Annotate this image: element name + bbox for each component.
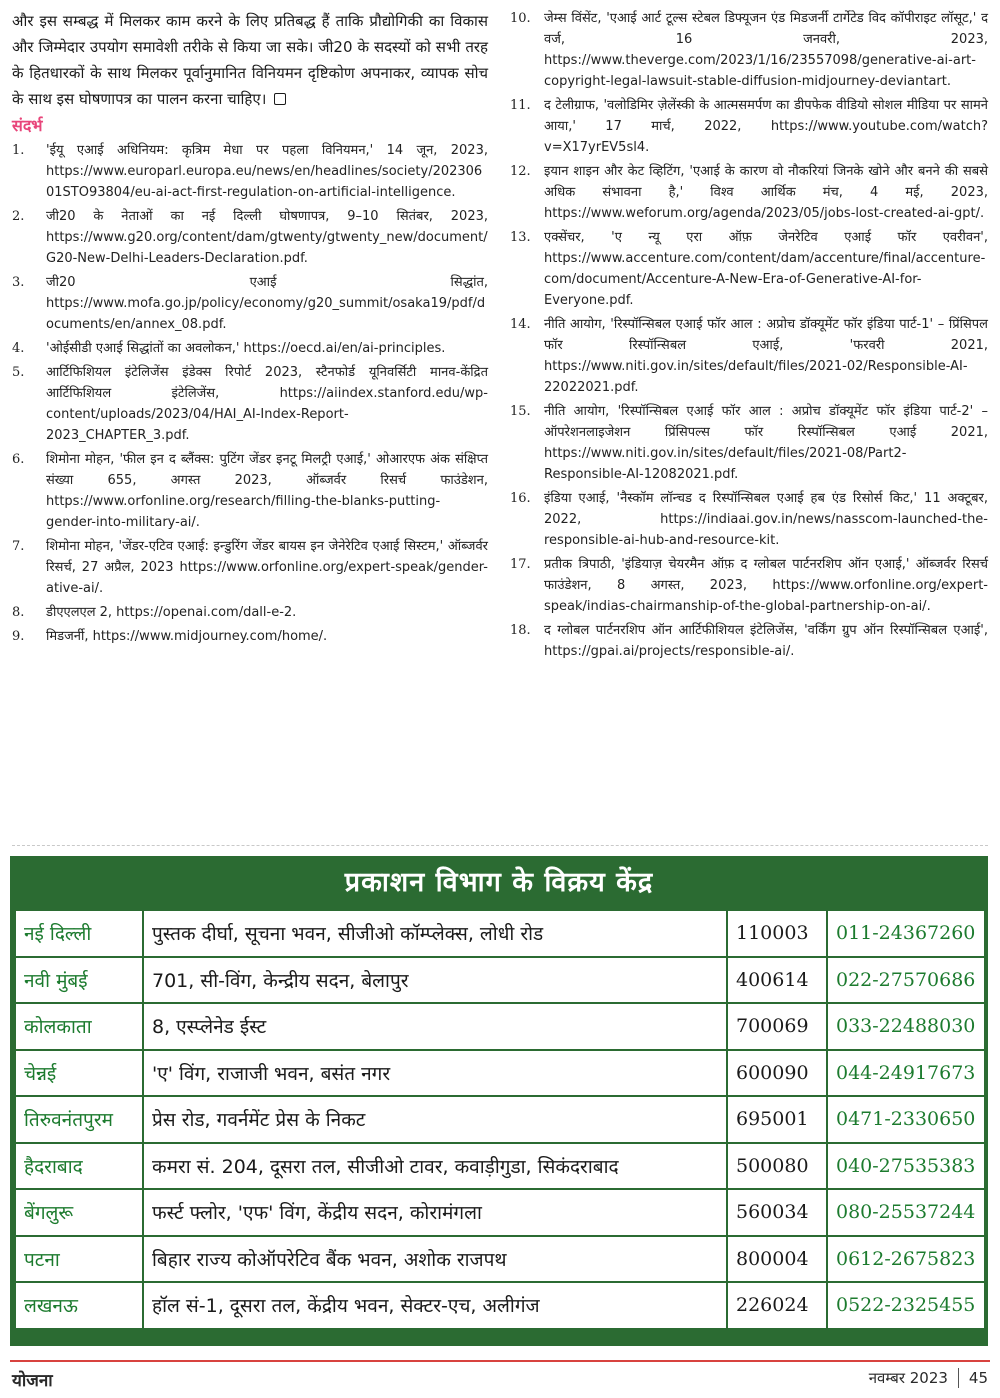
- reference-number: 4.: [12, 341, 25, 356]
- references-list-left: [12, 140, 488, 647]
- reference-number: 13.: [510, 230, 531, 245]
- reference-number: 8.: [12, 605, 25, 620]
- sales-address: पुस्तक दीर्घा, सूचना भवन, सीजीओ कॉम्प्लेक्स, लोधी रोड: [143, 910, 727, 957]
- reference-item: [12, 140, 488, 203]
- sales-pincode: 110003: [727, 910, 827, 957]
- sales-city: कोलकाता: [15, 1003, 143, 1050]
- sales-address: हॉल सं-1, दूसरा तल, केंद्रीय भवन, सेक्टर-एच, अलीगंज: [143, 1282, 727, 1329]
- reference-number: 15.: [510, 404, 531, 419]
- reference-item: [510, 161, 988, 224]
- sales-center-row: [15, 1050, 985, 1097]
- reference-item: [510, 95, 988, 158]
- reference-number: 5.: [12, 365, 25, 380]
- reference-number: 11.: [510, 98, 531, 113]
- reference-item: [12, 338, 488, 359]
- reference-number: 6.: [12, 452, 25, 467]
- sales-phone: 0612-2675823: [827, 1236, 985, 1283]
- sales-address: फर्स्ट फ्लोर, 'एफ' विंग, केंद्रीय सदन, कोरामंगला: [143, 1189, 727, 1236]
- sales-city: पटना: [15, 1236, 143, 1283]
- reference-text: मिडजर्नी, https://www.midjourney.com/home/.: [46, 629, 328, 644]
- reference-number: 17.: [510, 557, 531, 572]
- reference-item: [12, 272, 488, 335]
- sales-phone: 033-22488030: [827, 1003, 985, 1050]
- sales-phone: 044-24917673: [827, 1050, 985, 1097]
- reference-text: इयान शाइन और केट व्हिटिंग, 'एआई के कारण वो नौकरियां जिनके खोने और बनने की सबसे अधिक संभावना है,' विश्व आर्थिक मंच, 4 मई, 2023, https://www.weforum.org/agenda/2023/05/jobs-lost-created-ai-gpt/.: [544, 164, 988, 221]
- footer-rule: [10, 1360, 990, 1362]
- reference-number: 18.: [510, 623, 531, 638]
- sales-address: 8, एस्प्लेनेड ईस्ट: [143, 1003, 727, 1050]
- sales-phone: 080-25537244: [827, 1189, 985, 1236]
- footer-issue: नवम्बर 2023: [868, 1369, 948, 1387]
- sales-pincode: 600090: [727, 1050, 827, 1097]
- left-column: [12, 8, 488, 650]
- reference-text: प्रतीक त्रिपाठी, 'इंडियाज़ चेयरमैन ऑफ़ द ग्लोबल पार्टनरशिप ऑन एआई,' ऑब्जर्वर रिसर्च फाउंडेशन, 8 अगस्त, 2023, https://www.orfonline.org/expert-speak/indias-chairmanship-of-the-global-partnership-on-ai/.: [544, 557, 988, 614]
- reference-item: [12, 206, 488, 269]
- sales-centers-title: प्रकाशन विभाग के विक्रय केंद्र: [344, 867, 654, 898]
- sales-pincode: 695001: [727, 1096, 827, 1143]
- sales-city: बेंगलुरू: [15, 1189, 143, 1236]
- sales-center-row: [15, 1096, 985, 1143]
- sales-pincode: 226024: [727, 1282, 827, 1329]
- reference-number: 1.: [12, 143, 25, 158]
- sales-pincode: 500080: [727, 1143, 827, 1190]
- reference-item: [510, 227, 988, 311]
- reference-text: डीएएलएल 2, https://openai.com/dall-e-2.: [46, 605, 297, 620]
- intro-paragraph: और इस सम्बद्ध में मिलकर काम करने के लिए प्रतिबद्ध हैं ताकि प्रौद्योगिकी का विकास और जिम्मेदार उपयोग समावेशी तरीके से किया जा सके। जी20 के सदस्यों को सभी तरह के हितधारकों के साथ मिलकर पूर्वानुमानित विनियमन दृष्टिकोण अपनाकर, व्यापक सोच के साथ इस घोषणापत्र का पालन करना चाहिए।: [12, 12, 488, 108]
- sales-center-row: [15, 1003, 985, 1050]
- sales-center-row: [15, 1189, 985, 1236]
- footer-magazine-name: योजना: [12, 1371, 53, 1391]
- footer-separator: [958, 1368, 959, 1388]
- sales-city: चेन्नई: [15, 1050, 143, 1097]
- reference-text: जेम्स विंसेंट, 'एआई आर्ट टूल्स स्टेबल डिफ्यूजन एंड मिडजर्नी टार्गेटेड विद कॉपीराइट लॉसूट,' द वर्ज, 16 जनवरी, 2023, https://www.theverge.com/2023/1/16/23557098/generative-ai-art-copyright-legal-lawsuit-stable-diffusion-midjourney-deviantart.: [544, 11, 988, 89]
- sales-city: तिरुवनंतपुरम: [15, 1096, 143, 1143]
- reference-number: 12.: [510, 164, 531, 179]
- reference-item: [510, 488, 988, 551]
- reference-item: [12, 536, 488, 599]
- end-of-article-icon: [274, 93, 286, 105]
- sales-city: हैदराबाद: [15, 1143, 143, 1190]
- sales-phone: 011-24367260: [827, 910, 985, 957]
- sales-center-row: [15, 957, 985, 1004]
- references-list-right: [510, 8, 988, 662]
- sales-center-row: [15, 1236, 985, 1283]
- sales-center-row: [15, 1282, 985, 1329]
- reference-text: 'ईयू एआई अधिनियम: कृत्रिम मेधा पर पहला विनियमन,' 14 जून, 2023, https://www.europarl.europa.eu/news/en/headlines/society/20230601STO93804/eu-ai-act-first-regulation-on-artificial-intelligence.: [46, 143, 488, 200]
- reference-item: [12, 626, 488, 647]
- reference-text: इंडिया एआई, 'नैस्कॉम लॉन्चड द रिस्पॉन्सिबल एआई हब एंड रिसोर्स किट,' 11 अक्टूबर, 2022, https://indiaai.gov.in/news/nasscom-launched-the-responsible-ai-hub-and-resource-kit.: [544, 491, 988, 548]
- sales-address: प्रेस रोड, गवर्नमेंट प्रेस के निकट: [143, 1096, 727, 1143]
- sales-address: कमरा सं. 204, दूसरा तल, सीजीओ टावर, कवाड़ीगुडा, सिकंदराबाद: [143, 1143, 727, 1190]
- reference-text: शिमोना मोहन, 'फील इन द ब्लैंक्स: पुटिंग जेंडर इनटू मिलट्री एआई,' ओआरएफ अंक संक्षिप्त संख्या 655, अगस्त 2023, ऑब्जर्वर रिसर्च फाउंडेशन, https://www.orfonline.org/research/filling-the-blanks-putting-gender-into-military-ai/.: [46, 452, 488, 530]
- reference-item: [510, 620, 988, 662]
- reference-number: 7.: [12, 539, 25, 554]
- reference-item: [510, 8, 988, 92]
- reference-text: द टेलीग्राफ, 'वलोडिमिर ज़ेलेंस्की के आत्मसमर्पण का डीपफेक वीडियो सोशल मीडिया पर सामने आया,' 17 मार्च, 2022, https://www.youtube.com/watch?v=X17yrEV5sl4.: [544, 98, 988, 155]
- reference-item: [12, 449, 488, 533]
- sales-address: 701, सी-विंग, केन्द्रीय सदन, बेलापुर: [143, 957, 727, 1004]
- footer-issue-info: [869, 1368, 988, 1388]
- section-divider: [12, 845, 988, 846]
- reference-number: 10.: [510, 11, 531, 26]
- reference-text: जी20 के नेताओं का नई दिल्ली घोषणापत्र, 9–10 सितंबर, 2023, https://www.g20.org/content/dam/gtwenty/gtwenty_new/document/G20-New-Delhi-Leaders-Declaration.pdf.: [46, 209, 488, 266]
- sales-address: बिहार राज्य कोऑपरेटिव बैंक भवन, अशोक राजपथ: [143, 1236, 727, 1283]
- sales-pincode: 700069: [727, 1003, 827, 1050]
- sales-phone: 040-27535383: [827, 1143, 985, 1190]
- reference-item: [510, 314, 988, 398]
- reference-text: आर्टिफिशियल इंटेलिजेंस इंडेक्स रिपोर्ट 2023, स्टैनफोर्ड यूनिवर्सिटी मानव-केंद्रित आर्टिफिशियल इंटेलिजेंस, https://aiindex.stanford.edu/wp-content/uploads/2023/04/HAI_AI-Index-Report-2023_CHAPTER_3.pdf.: [46, 365, 488, 443]
- reference-text: नीति आयोग, 'रिस्पॉन्सिबल एआई फॉर आल : अप्रोच डॉक्यूमेंट फॉर इंडिया पार्ट-2' – ऑपरेशनलाइजेशन प्रिंसिपल्स फॉर रिस्पॉन्सिबल एआई 2021, https://www.niti.gov.in/sites/default/files/2021-08/Part2-Responsible-AI-12082021.pdf.: [544, 404, 988, 482]
- sales-phone: 0522-2325455: [827, 1282, 985, 1329]
- reference-item: [510, 401, 988, 485]
- sales-city: नई दिल्ली: [15, 910, 143, 957]
- reference-item: [12, 362, 488, 446]
- reference-number: 3.: [12, 275, 25, 290]
- reference-text: द ग्लोबल पार्टनरशिप ऑन आर्टिफीशियल इंटेलिजेंस, 'वर्किंग ग्रुप ऑन रिस्पॉन्सिबल एआई', https://gpai.ai/projects/responsible-ai/.: [544, 623, 988, 659]
- reference-text: 'ओईसीडी एआई सिद्धांतों का अवलोकन,' https://oecd.ai/en/ai-principles.: [46, 341, 446, 356]
- reference-number: 16.: [510, 491, 531, 506]
- sales-city: लखनऊ: [15, 1282, 143, 1329]
- sales-pincode: 560034: [727, 1189, 827, 1236]
- sales-center-row: [15, 910, 985, 957]
- sales-pincode: 400614: [727, 957, 827, 1004]
- references-heading: संदर्भ: [12, 116, 43, 135]
- sales-centers-table: [14, 909, 986, 1330]
- reference-text: एक्सेंचर, 'ए न्यू एरा ऑफ़ जेनरेटिव एआई फॉर एवरीवन', https://www.accenture.com/content/dam/accenture/final/accenture-com/document/Accenture-A-New-Era-of-Generative-AI-for-Everyone.pdf.: [544, 230, 988, 308]
- reference-number: 2.: [12, 209, 25, 224]
- sales-address: 'ए' विंग, राजाजी भवन, बसंत नगर: [143, 1050, 727, 1097]
- reference-number: 14.: [510, 317, 531, 332]
- reference-item: [510, 554, 988, 617]
- sales-pincode: 800004: [727, 1236, 827, 1283]
- sales-phone: 0471-2330650: [827, 1096, 985, 1143]
- reference-item: [12, 602, 488, 623]
- reference-number: 9.: [12, 629, 25, 644]
- sales-centers-box: [10, 856, 988, 1346]
- reference-text: नीति आयोग, 'रिस्पॉन्सिबल एआई फॉर आल : अप्रोच डॉक्यूमेंट फॉर इंडिया पार्ट-1' – प्रिंसिपल फॉर रिस्पॉन्सिबल एआई, 'फरवरी 2021, https://www.niti.gov.in/sites/default/files/2021-02/Responsible-AI-22022021.pdf.: [544, 317, 988, 395]
- reference-text: शिमोना मोहन, 'जेंडर-एटिव एआई: इन्डुरिंग जेंडर बायस इन जेनेरेटिव एआई सिस्टम,' ऑब्जर्वर रिसर्च, 27 अप्रैल, 2023 https://www.orfonline.org/expert-speak/gender-ative-ai/.: [46, 539, 488, 596]
- sales-center-row: [15, 1143, 985, 1190]
- footer-page-number: 45: [968, 1369, 988, 1387]
- right-column: [510, 8, 988, 665]
- sales-city: नवी मुंबई: [15, 957, 143, 1004]
- sales-phone: 022-27570686: [827, 957, 985, 1004]
- reference-text: जी20 एआई सिद्धांत, https://www.mofa.go.jp/policy/economy/g20_summit/osaka19/pdf/documents/en/annex_08.pdf.: [46, 275, 488, 332]
